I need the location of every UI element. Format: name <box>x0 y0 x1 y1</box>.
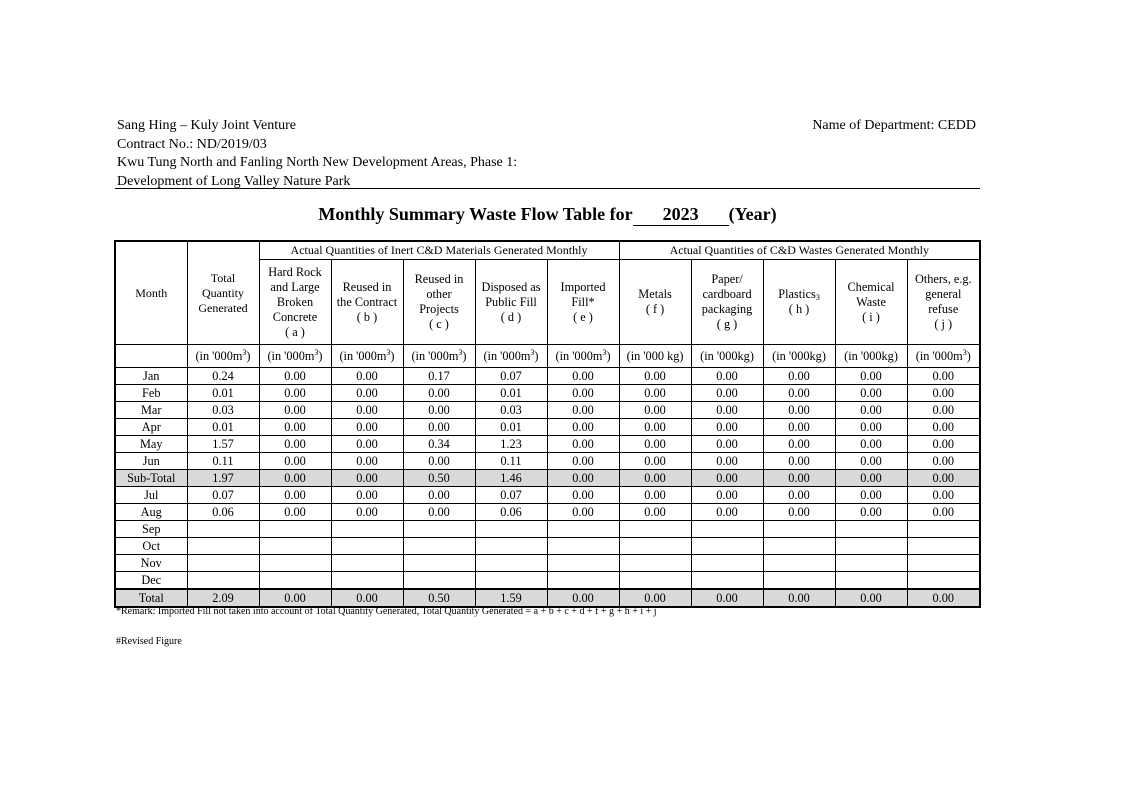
value-cell: 0.00 <box>259 470 331 487</box>
value-cell: 0.00 <box>547 419 619 436</box>
table-row <box>115 436 980 453</box>
unit-cell: (in '$000m^3$) <box>259 345 331 368</box>
value-cell: 0.00 <box>907 470 980 487</box>
month-cell: May <box>115 436 187 453</box>
value-cell: 0.00 <box>763 589 835 607</box>
value-cell: 0.00 <box>331 504 403 521</box>
column-header-6: Metals ( f ) <box>619 260 691 345</box>
value-cell <box>259 572 331 590</box>
value-cell: 0.06 <box>187 504 259 521</box>
value-cell: 0.50 <box>403 470 475 487</box>
value-cell: 0.00 <box>547 385 619 402</box>
value-cell: 1.97 <box>187 470 259 487</box>
value-cell: 0.00 <box>331 436 403 453</box>
value-cell <box>691 555 763 572</box>
value-cell: 0.00 <box>907 589 980 607</box>
table-row <box>115 487 980 504</box>
value-cell: 0.00 <box>259 589 331 607</box>
value-cell <box>691 521 763 538</box>
value-cell: 0.00 <box>259 385 331 402</box>
table-row <box>115 555 980 572</box>
value-cell: 0.00 <box>619 589 691 607</box>
value-cell: 0.00 <box>403 504 475 521</box>
table-row <box>115 470 980 487</box>
value-cell <box>403 521 475 538</box>
value-cell <box>331 538 403 555</box>
month-cell: Feb <box>115 385 187 402</box>
value-cell: 0.00 <box>907 419 980 436</box>
month-cell: Oct <box>115 538 187 555</box>
unit-cell: (in '000kg) <box>691 345 763 368</box>
value-cell: 0.00 <box>619 470 691 487</box>
value-cell: 0.00 <box>763 368 835 385</box>
value-cell <box>691 538 763 555</box>
value-cell: 0.00 <box>763 385 835 402</box>
value-cell: 0.00 <box>331 402 403 419</box>
value-cell: 0.00 <box>331 589 403 607</box>
value-cell: 0.00 <box>619 385 691 402</box>
value-cell <box>475 555 547 572</box>
value-cell: 1.59 <box>475 589 547 607</box>
month-cell: Jun <box>115 453 187 470</box>
contract-number: Contract No.: ND/2019/03 <box>117 136 267 152</box>
value-cell <box>619 572 691 590</box>
table-row <box>115 385 980 402</box>
value-cell <box>619 521 691 538</box>
unit-cell: (in '$000m^3$) <box>547 345 619 368</box>
value-cell: 0.00 <box>259 436 331 453</box>
value-cell <box>187 572 259 590</box>
unit-cell: (in '000kg) <box>835 345 907 368</box>
unit-cell: (in '000 kg) <box>619 345 691 368</box>
month-cell: Apr <box>115 419 187 436</box>
value-cell: 0.17 <box>403 368 475 385</box>
month-cell: Aug <box>115 504 187 521</box>
table-row <box>115 419 980 436</box>
value-cell: 0.00 <box>691 368 763 385</box>
value-cell: 0.00 <box>763 402 835 419</box>
value-cell: 0.00 <box>547 589 619 607</box>
value-cell: 0.03 <box>475 402 547 419</box>
month-cell: Mar <box>115 402 187 419</box>
project-line-1: Kwu Tung North and Fanling North New Development Areas, Phase 1: <box>117 155 518 170</box>
inert-group-header: Actual Quantities of Inert C&D Materials Generated Monthly <box>259 241 619 260</box>
revised-figure-note: #Revised Figure <box>116 636 182 647</box>
value-cell: 0.01 <box>475 419 547 436</box>
table-row <box>115 368 980 385</box>
value-cell: 0.00 <box>331 385 403 402</box>
value-cell: 1.57 <box>187 436 259 453</box>
value-cell: 0.00 <box>619 419 691 436</box>
value-cell: 0.07 <box>475 368 547 385</box>
title-suffix: (Year) <box>728 204 777 224</box>
value-cell <box>907 555 980 572</box>
table-row <box>115 589 980 607</box>
value-cell <box>547 555 619 572</box>
value-cell <box>187 521 259 538</box>
value-cell <box>835 538 907 555</box>
value-cell: 0.00 <box>403 402 475 419</box>
value-cell: 0.00 <box>403 419 475 436</box>
value-cell: 0.00 <box>547 368 619 385</box>
table-row <box>115 572 980 590</box>
value-cell: 0.00 <box>907 385 980 402</box>
value-cell: 0.00 <box>763 419 835 436</box>
value-cell <box>403 555 475 572</box>
value-cell <box>907 572 980 590</box>
value-cell: 0.00 <box>619 436 691 453</box>
value-cell: 0.00 <box>691 487 763 504</box>
value-cell: 0.00 <box>259 402 331 419</box>
value-cell: 0.00 <box>331 487 403 504</box>
value-cell: 0.00 <box>691 419 763 436</box>
column-header-10: Others, e.g. general refuse ( j ) <box>907 260 980 345</box>
value-cell: 0.00 <box>547 402 619 419</box>
value-cell: 0.00 <box>331 368 403 385</box>
value-cell: 0.00 <box>259 419 331 436</box>
value-cell <box>331 555 403 572</box>
value-cell <box>259 538 331 555</box>
month-header: Month <box>115 241 187 345</box>
unit-cell <box>115 345 187 368</box>
value-cell: 0.00 <box>331 419 403 436</box>
value-cell: 0.00 <box>835 589 907 607</box>
value-cell <box>835 521 907 538</box>
value-cell <box>259 555 331 572</box>
waste-flow-table <box>114 240 981 608</box>
value-cell: 0.00 <box>763 504 835 521</box>
value-cell: 0.00 <box>691 470 763 487</box>
value-cell: 0.00 <box>259 368 331 385</box>
value-cell <box>619 538 691 555</box>
value-cell: 0.00 <box>835 402 907 419</box>
value-cell: 0.00 <box>259 453 331 470</box>
value-cell <box>835 555 907 572</box>
month-cell: Sep <box>115 521 187 538</box>
value-cell: 0.00 <box>691 504 763 521</box>
month-cell: Total <box>115 589 187 607</box>
title-prefix: Monthly Summary Waste Flow Table for <box>318 204 633 224</box>
value-cell: 0.00 <box>547 470 619 487</box>
value-cell <box>259 521 331 538</box>
value-cell: 0.00 <box>619 487 691 504</box>
value-cell: 0.00 <box>835 419 907 436</box>
value-cell: 0.00 <box>907 504 980 521</box>
value-cell: 1.46 <box>475 470 547 487</box>
value-cell: 0.00 <box>691 402 763 419</box>
value-cell: 0.07 <box>187 487 259 504</box>
department-name: Name of Department: CEDD <box>812 118 976 133</box>
value-cell: 0.00 <box>619 453 691 470</box>
value-cell: 0.03 <box>187 402 259 419</box>
column-header-7: Paper/ cardboard packaging ( g ) <box>691 260 763 345</box>
column-header-8: Plastics$_3$ ( h ) <box>763 260 835 345</box>
value-cell: 0.06 <box>475 504 547 521</box>
value-cell: 0.34 <box>403 436 475 453</box>
value-cell: 0.00 <box>835 504 907 521</box>
column-header-5: Imported Fill* ( e ) <box>547 260 619 345</box>
value-cell: 0.01 <box>187 385 259 402</box>
table-row <box>115 538 980 555</box>
value-cell: 0.00 <box>763 487 835 504</box>
value-cell <box>547 521 619 538</box>
value-cell: 0.00 <box>907 487 980 504</box>
value-cell: 0.00 <box>691 436 763 453</box>
value-cell: 0.00 <box>691 453 763 470</box>
project-line-2: Development of Long Valley Nature Park <box>117 173 351 189</box>
value-cell: 0.00 <box>331 470 403 487</box>
total-quantity-header: Total Quantity Generated <box>187 241 259 345</box>
value-cell: 0.00 <box>619 368 691 385</box>
value-cell: 0.00 <box>835 436 907 453</box>
table-row <box>115 402 980 419</box>
value-cell <box>475 521 547 538</box>
value-cell <box>475 538 547 555</box>
value-cell <box>547 572 619 590</box>
month-cell: Jul <box>115 487 187 504</box>
month-cell: Sub-Total <box>115 470 187 487</box>
value-cell <box>907 538 980 555</box>
value-cell <box>403 538 475 555</box>
value-cell <box>619 555 691 572</box>
table-row <box>115 504 980 521</box>
value-cell: 0.00 <box>619 402 691 419</box>
document-header <box>117 117 979 191</box>
value-cell <box>331 521 403 538</box>
remark-note: *Remark: Imported Fill not taken into account of Total Quantity Generated, Total Quantity Generated = a + b + c + d + f + g + h + i + j <box>116 606 657 617</box>
value-cell: 0.00 <box>763 436 835 453</box>
value-cell <box>403 572 475 590</box>
unit-cell: (in '$000m^3$) <box>907 345 980 368</box>
value-cell: 0.00 <box>403 487 475 504</box>
value-cell: 0.00 <box>763 470 835 487</box>
unit-cell: (in '$000m^3$) <box>187 345 259 368</box>
value-cell <box>763 572 835 590</box>
value-cell: 0.00 <box>907 453 980 470</box>
value-cell: 0.00 <box>835 368 907 385</box>
table-title <box>115 204 980 226</box>
value-cell <box>187 555 259 572</box>
value-cell: 0.00 <box>691 589 763 607</box>
value-cell: 0.00 <box>835 385 907 402</box>
title-year: 2023 <box>633 204 729 226</box>
month-cell: Jan <box>115 368 187 385</box>
column-header-4: Disposed as Public Fill ( d ) <box>475 260 547 345</box>
company-name: Sang Hing – Kuly Joint Venture <box>117 118 297 133</box>
value-cell <box>187 538 259 555</box>
value-cell <box>835 572 907 590</box>
column-header-1: Hard Rock and Large Broken Concrete ( a ) <box>259 260 331 345</box>
column-header-3: Reused in other Projects ( c ) <box>403 260 475 345</box>
value-cell: 2.09 <box>187 589 259 607</box>
value-cell: 0.00 <box>259 504 331 521</box>
value-cell: 1.23 <box>475 436 547 453</box>
value-cell <box>763 538 835 555</box>
value-cell: 0.00 <box>691 385 763 402</box>
header-divider <box>115 188 980 189</box>
value-cell: 0.24 <box>187 368 259 385</box>
value-cell: 0.01 <box>187 419 259 436</box>
value-cell <box>907 521 980 538</box>
value-cell: 0.00 <box>331 453 403 470</box>
value-cell <box>691 572 763 590</box>
unit-cell: (in '$000m^3$) <box>331 345 403 368</box>
value-cell: 0.00 <box>547 504 619 521</box>
value-cell: 0.00 <box>835 470 907 487</box>
value-cell: 0.00 <box>907 368 980 385</box>
column-header-9: Chemical Waste ( i ) <box>835 260 907 345</box>
value-cell: 0.00 <box>619 504 691 521</box>
value-cell: 0.00 <box>907 402 980 419</box>
value-cell: 0.00 <box>259 487 331 504</box>
value-cell: 0.00 <box>907 436 980 453</box>
value-cell: 0.01 <box>475 385 547 402</box>
table-row <box>115 453 980 470</box>
value-cell: 0.00 <box>403 453 475 470</box>
column-header-2: Reused in the Contract ( b ) <box>331 260 403 345</box>
value-cell: 0.07 <box>475 487 547 504</box>
value-cell: 0.00 <box>547 453 619 470</box>
table-row <box>115 521 980 538</box>
value-cell: 0.11 <box>187 453 259 470</box>
month-cell: Nov <box>115 555 187 572</box>
unit-cell: (in '$000m^3$) <box>475 345 547 368</box>
value-cell: 0.00 <box>403 385 475 402</box>
value-cell <box>475 572 547 590</box>
value-cell: 0.50 <box>403 589 475 607</box>
value-cell <box>331 572 403 590</box>
value-cell: 0.00 <box>763 453 835 470</box>
value-cell: 0.00 <box>547 487 619 504</box>
value-cell <box>547 538 619 555</box>
unit-cell: (in '$000m^3$) <box>403 345 475 368</box>
unit-cell: (in '000kg) <box>763 345 835 368</box>
waste-group-header: Actual Quantities of C&D Wastes Generated Monthly <box>619 241 980 260</box>
value-cell <box>763 555 835 572</box>
value-cell: 0.00 <box>835 453 907 470</box>
month-cell: Dec <box>115 572 187 590</box>
value-cell: 0.00 <box>547 436 619 453</box>
value-cell: 0.11 <box>475 453 547 470</box>
value-cell: 0.00 <box>835 487 907 504</box>
value-cell <box>763 521 835 538</box>
